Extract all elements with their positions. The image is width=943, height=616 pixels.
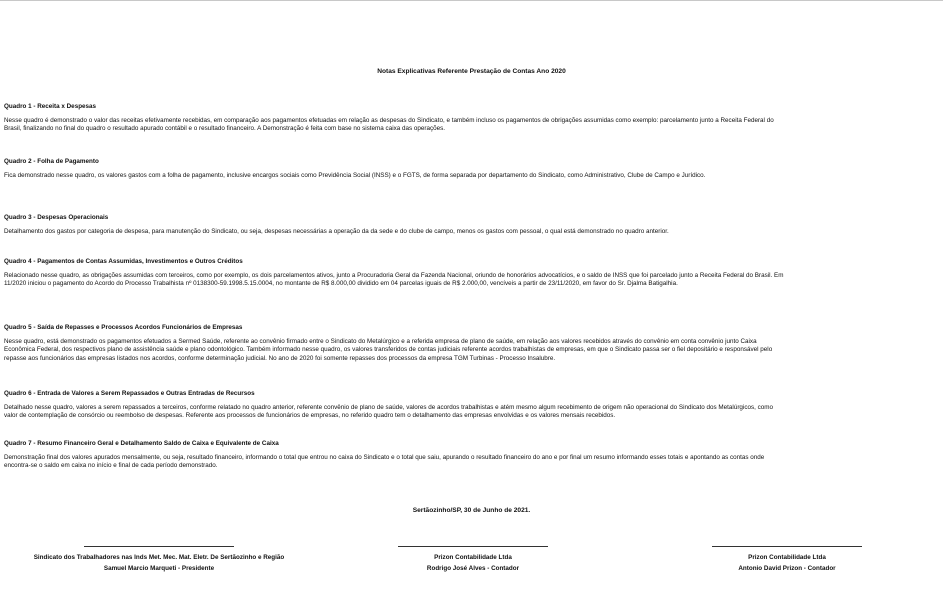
signature-block-contador-2 (687, 546, 887, 574)
section-text (4, 272, 942, 289)
document-title: Notas Explicativas Referente Prestação de Contas Ano 2020 (377, 68, 566, 75)
text-line: Demonstração final dos valores apurados mensalmente, ou seja, resultado financeiro, informando o total que entrou no caixa do Sindicato e o total que saiu, apurando o resultado financeiro do ano e por final um resumo informando esses totais e apontando as contas onde (4, 453, 765, 461)
section-text (4, 404, 942, 421)
signature-block-sindicato (0, 546, 318, 574)
text-line: encontra-se o saldo em caixa no início e final de cada período demonstrado. (4, 462, 218, 470)
section-quadro-3 (4, 214, 942, 236)
section-heading: Quadro 7 - Resumo Financeiro Geral e Detalhamento Saldo de Caixa e Equivalente de Caixa (4, 440, 279, 447)
section-heading: Quadro 3 - Despesas Operacionais (4, 214, 109, 221)
text-line: Relacionado nesse quadro, as obrigações assumidas com terceiros, como por exemplo, os dois parcelamentos ativos, junto a Procuradoria Geral da Fazenda Nacional, oriundo de honorários advocatícios, e o saldo de INSS que foi parcelado junto a Receita Federal do Brasil. Em (4, 271, 784, 279)
section-text (4, 228, 942, 237)
text-line: 11/2020 iniciou o pagamento do Acordo do Processo Trabalhista nº 0138300-59.1998.5.15.0004, no montante de R$ 8.000,00 dividido em 04 parcelas iguais de R$ 2.000,00, vencíveis a partir de 23/11/2020, em favor do Sr. Djalma Batigalhia. (4, 280, 678, 288)
section-heading: Quadro 4 - Pagamentos de Contas Assumidas, Investimentos e Outros Créditos (4, 258, 243, 265)
text-line: Detalhamento dos gastos por categoria de despesa, para manutenção do Sindicato, ou seja, despesas necessárias a operação da da sede e do clube de campo, menos os gastos com pessoal, o qual está demonstrado no quadro anterior. (4, 227, 669, 235)
text-line: valor de contemplação de consórcio ou reembolso de despesas. Referente aos processos de funcionários de empresas, no referido quadro tem o detalhamento das empresas envolvidas e os valores mensais recebidos. (4, 412, 616, 420)
section-quadro-5 (4, 324, 942, 363)
section-text (4, 172, 942, 181)
section-heading: Quadro 5 - Saída de Repasses e Processos Acordos Funcionários de Empresas (4, 324, 243, 331)
place-date-line: Sertãozinho/SP, 30 de Junho de 2021. (412, 507, 531, 514)
text-line: Nesse quadro é demonstrado o valor das receitas efetivamente recebidas, em comparação aos pagamentos efetuadas em relação as despesas do Sindicato, e também incluso os pagamentos de obrigações assumidas como exemplo: parcelamento junto a Receita Federal do (4, 116, 774, 124)
section-quadro-4 (4, 258, 942, 289)
signature-name: Samuel Marcio Marqueti - Presidente (103, 565, 215, 572)
section-text (4, 338, 942, 364)
section-quadro-6 (4, 390, 942, 421)
section-heading: Quadro 6 - Entrada de Valores a Serem Repassados e Outras Entradas de Recursos (4, 390, 255, 397)
section-heading: Quadro 1 - Receita x Despesas (4, 103, 97, 110)
text-line: Fica demonstrado nesse quadro, os valores gastos com a folha de pagamento, inclusive encargos sociais como Previdência Social (INSS) e o FGTS, de forma separada por departamento do Sindicato, como Administrativo, Clube de Campo e Jurídico. (4, 171, 706, 179)
text-line: Brasil, finalizando no final do quadro o resultado apurado contábil e o resultado financeiro. A Demonstração é feita com base no sistema caixa das operações. (4, 125, 446, 133)
section-quadro-2 (4, 158, 942, 180)
section-heading: Quadro 2 - Folha de Pagamento (4, 158, 99, 165)
signature-name: Antonio David Prizon - Contador (738, 565, 836, 572)
section-text (4, 117, 942, 134)
signature-rule (712, 546, 862, 547)
text-line: Econômica Federal, dos respectivos plano de assistência saúde e plano odontológico. Também informado nesse quadro, os valores transferidos de contas judiciais referente acordos trabalhistas de empresas, em que o Sindicato passa ser o fiel depositário e responsável pelo (4, 346, 773, 354)
section-text (4, 454, 942, 471)
signature-name: Rodrigo José Alves - Contador (426, 565, 520, 572)
section-quadro-7 (4, 440, 942, 471)
text-line: Nesse quadro, está demonstrado os pagamentos efetuados a Sermed Saúde, referente ao convênio firmado entre o Sindicato do Metalúrgico e a referida empresa de plano de saúde, em relação aos valores recebidos através do convênio em conta convênio junto Caixa (4, 337, 757, 345)
text-line: Detalhado nesse quadro, valores a serem repassados a terceiros, conforme relatado no quadro anterior, referente convênio de plano de saúde, valores de acordos trabalhistas e atém mesmo algum recebimento de origem não operacional do Sindicato dos Metalúrgicos, como (4, 403, 774, 411)
signature-block-contador-1 (373, 546, 573, 574)
section-quadro-1 (4, 103, 942, 134)
top-border (0, 0, 943, 1)
text-line: repasse aos funcionários das empresas listados nos acordos, conforme determinação judicial. No ano de 2020 foi somente repasses dos processos da empresa TGM Turbinas - Processo Insalubre. (4, 354, 556, 362)
signature-rule (398, 546, 548, 547)
signature-rule (84, 546, 234, 547)
signature-org: Sindicato dos Trabalhadores nas Inds Met. Mec. Mat. Eletr. De Sertãozinho e Região (33, 554, 285, 561)
signature-org: Prizon Contabilidade Ltda (748, 554, 826, 561)
signature-org: Prizon Contabilidade Ltda (434, 554, 512, 561)
